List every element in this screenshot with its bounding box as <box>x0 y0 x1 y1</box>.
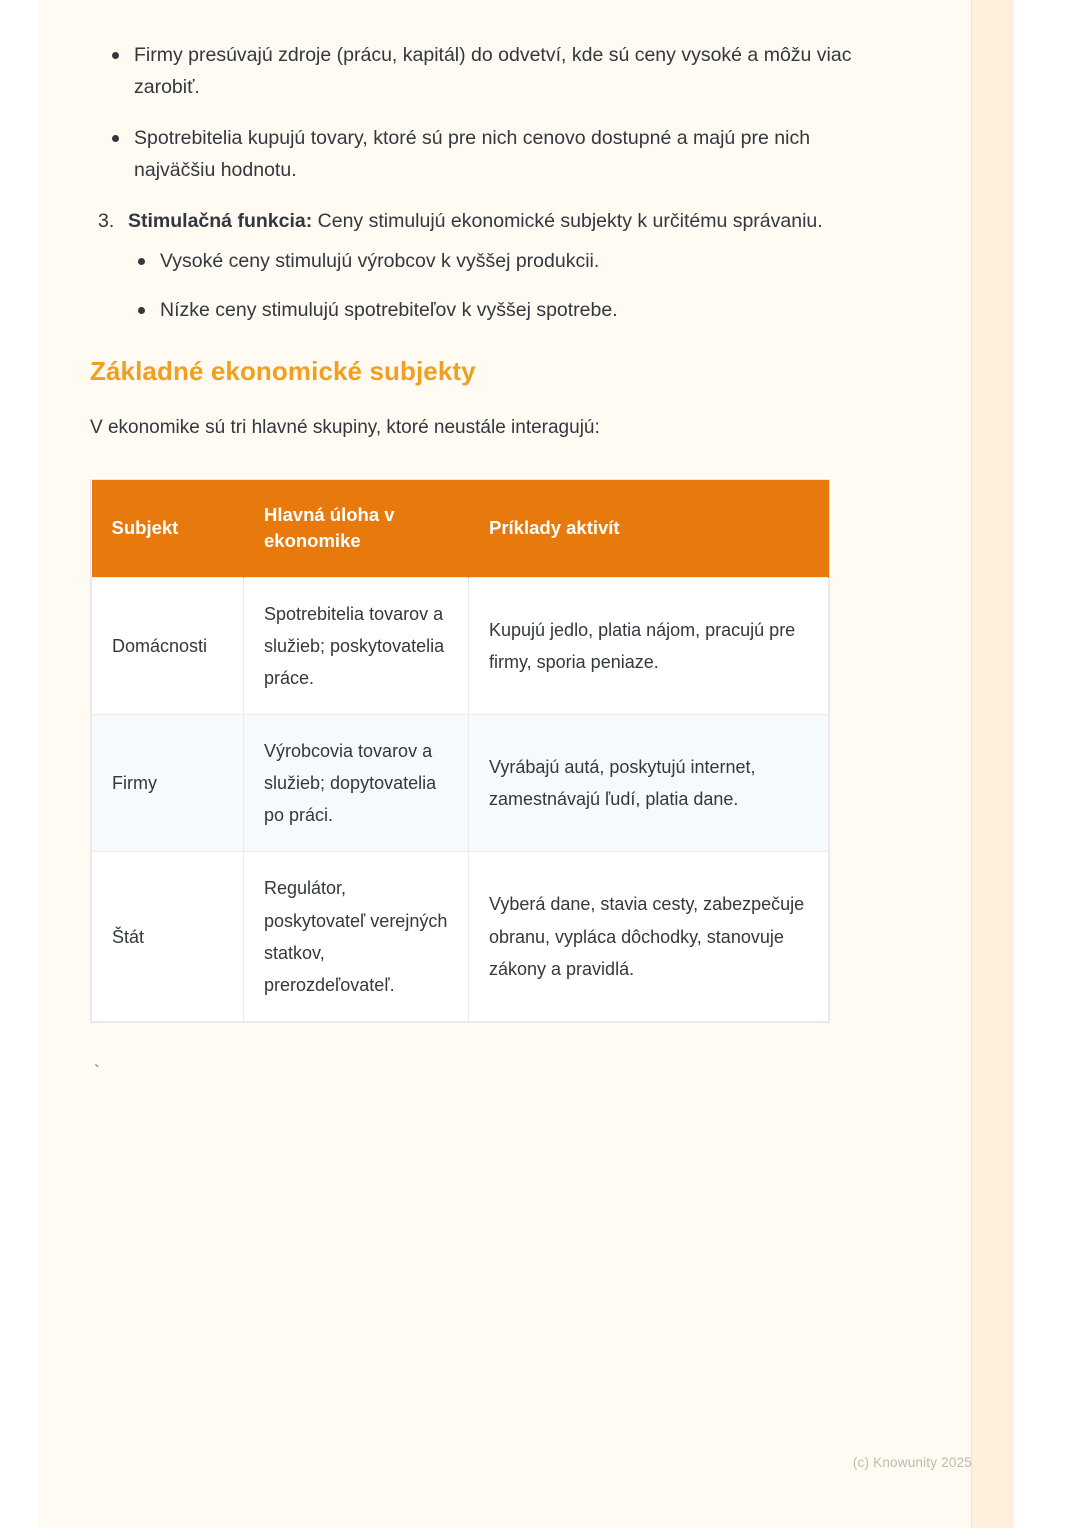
stray-mark: ` <box>94 1061 100 1081</box>
page-edge-strip <box>972 0 1014 1528</box>
cell-subjekt: Domácnosti <box>92 578 244 715</box>
cell-priklady: Vyberá dane, stavia cesty, zabezpečuje obranu, vypláca dôchodky, stanovuje zákony a pravidlá. <box>469 852 829 1021</box>
list-item-text: Ceny stimulujú ekonomické subjekty k určitému správaniu. <box>312 210 823 233</box>
top-bullet-list <box>90 40 890 186</box>
cell-uloha: Spotrebitelia tovarov a služieb; poskytovatelia práce. <box>244 578 469 715</box>
column-header-uloha: Hlavná úloha v ekonomike <box>244 480 469 578</box>
list-item: Spotrebitelia kupujú tovary, ktoré sú pre nich cenovo dostupné a majú pre nich najväčšiu hodnotu. <box>90 123 890 186</box>
sub-bullet-list <box>128 246 890 326</box>
section-heading: Základné ekonomické subjekty <box>90 356 476 387</box>
numbered-list-item <box>90 206 890 326</box>
document-content <box>90 40 890 1082</box>
table-row <box>92 852 829 1021</box>
list-item-title: Stimulačná funkcia: <box>128 210 313 233</box>
table-body <box>92 578 829 1021</box>
column-header-priklady: Príklady aktivít <box>469 480 829 578</box>
table-row <box>92 578 829 715</box>
table-header-row <box>92 480 829 578</box>
cell-priklady: Kupujú jedlo, platia nájom, pracujú pre firmy, sporia peniaze. <box>469 578 829 715</box>
cell-uloha: Regulátor, poskytovateľ verejných statkov, prerozdeľovateľ. <box>244 852 469 1021</box>
numbered-list <box>90 206 890 326</box>
table-header <box>92 480 829 578</box>
list-item: Vysoké ceny stimulujú výrobcov k vyššej produkcii. <box>128 246 890 277</box>
cell-priklady: Vyrábajú autá, poskytujú internet, zamestnávajú ľudí, platia dane. <box>469 715 829 852</box>
intro-paragraph: V ekonomike sú tri hlavné skupiny, ktoré neustále interagujú: <box>90 417 600 439</box>
list-item: Firmy presúvajú zdroje (prácu, kapitál) do odvetví, kde sú ceny vysoké a môžu viac zarobiť. <box>90 40 890 103</box>
cell-uloha: Výrobcovia tovarov a služieb; dopytovatelia po práci. <box>244 715 469 852</box>
economic-subjects-table <box>91 480 829 1022</box>
table-row <box>92 715 829 852</box>
cell-subjekt: Firmy <box>92 715 244 852</box>
footer-credit: (c) Knowunity 2025 <box>852 1455 972 1470</box>
list-item: Nízke ceny stimulujú spotrebiteľov k vyššej spotrebe. <box>128 295 890 326</box>
cell-subjekt: Štát <box>92 852 244 1021</box>
list-number: 3. <box>98 210 115 233</box>
column-header-subjekt: Subjekt <box>92 480 244 578</box>
